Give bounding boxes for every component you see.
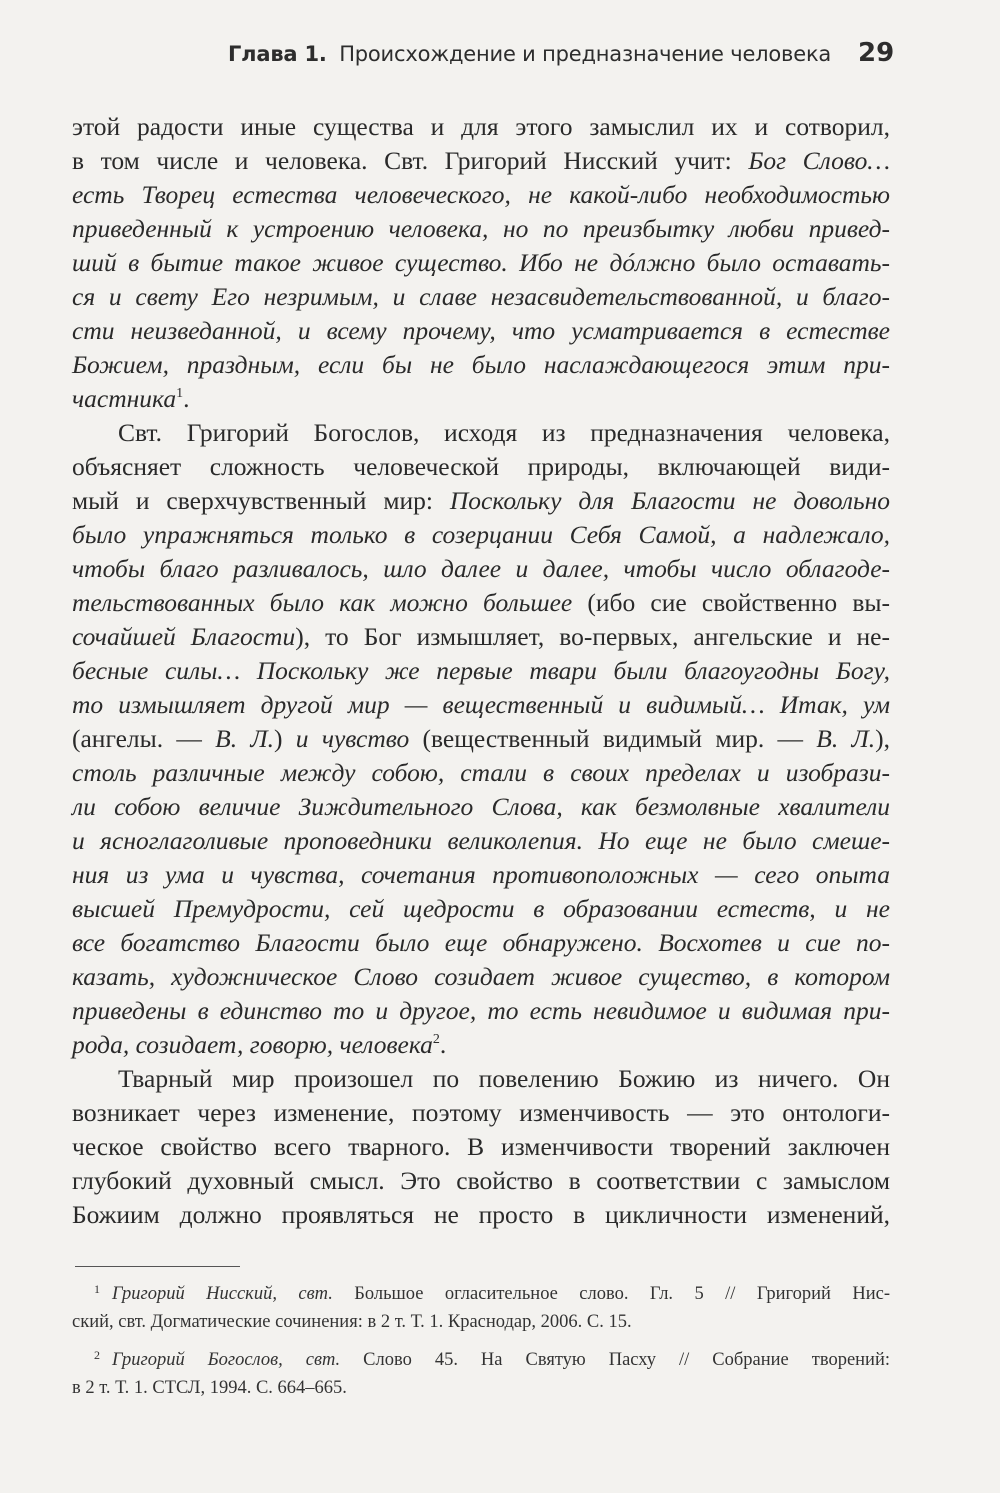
text-line: Божием, праздным, если бы не было наслаждающегося этим при- <box>72 350 890 379</box>
text-line: все богатство Благости было еще обнаружено. Восхотев и сие по- <box>72 928 890 957</box>
text-line: этой радости иные существа и для этого замыслил их и сотворил, <box>72 112 890 141</box>
page-number: 29 <box>858 38 895 68</box>
text-line: столь различные между собою, стали в своих пределах и изобрази- <box>72 758 890 787</box>
text-line: казать, художническое Слово созидает живое существо, в котором <box>72 962 890 991</box>
chapter-label: Глава 1. <box>228 42 327 66</box>
text-line: чтобы благо разливалось, шло далее и далее, чтобы число облагоде- <box>72 554 890 583</box>
text-line: Тварный мир произошел по повелению Божию из ничего. Он <box>118 1064 890 1093</box>
text-line: мый и сверхчувственный мир: Поскольку для Благости не довольно <box>72 486 890 515</box>
text-line: ся и свету Его незримым, и славе незасвидетельствованной, и благо- <box>72 282 890 311</box>
text-line: частника$^1$. <box>72 384 190 413</box>
text-line: и ясноглаголивые проповедники великолепия. Но еще не было смеше- <box>72 826 890 855</box>
text-line: ния из ума и чувства, сочетания противоположных — сего опыта <box>72 860 890 889</box>
text-line: (ангелы. — В. Л.) и чувство (вещественный видимый мир. — В. Л.), <box>72 724 891 753</box>
text-line: рода, созидает, говорю, человека$^2$. <box>72 1030 447 1059</box>
footnote-ref[interactable]: 1 <box>176 386 184 401</box>
text-line: Свт. Григорий Богослов, исходя из предназначения человека, <box>118 418 890 447</box>
footnote-1-cont: ский, свт. Догматические сочинения: в 2 т. Т. 1. Краснодар, 2006. С. 15. <box>72 1312 632 1332</box>
footnote-ref[interactable]: 2 <box>432 1032 440 1047</box>
text-line: глубокий духовный смысл. Это свойство в соответствии с замыслом <box>72 1166 890 1195</box>
running-title <box>228 42 831 66</box>
text-line: Божиим должно проявляться не просто в цикличности изменений, <box>72 1200 890 1229</box>
text-line: высшей Премудрости, сей щедрости в образовании естеств, и не <box>72 894 890 923</box>
text-line: объясняет сложность человеческой природы, включающей види- <box>72 452 890 481</box>
text-line: ший в бытие такое живое существо. Ибо не дóлжно было оставать- <box>72 248 890 277</box>
footnote-2: $^2$ Григорий Богослов, свт. Слово 45. На Святую Пасху // Собрание творений: <box>94 1348 890 1370</box>
text-line: ческое свойство всего тварного. В изменчивости творений заключен <box>72 1132 890 1161</box>
text-line: тельствованных было как можно большее (ибо сие свойственно вы- <box>72 588 890 617</box>
text-line: приведены в единство то и другое, то есть невидимое и видимая при- <box>72 996 890 1025</box>
running-head <box>0 38 1000 78</box>
text-line: ли собою величие Зиждительного Слова, как безмолвные хвалители <box>72 792 890 821</box>
text-line: возникает через изменение, поэтому изменчивость — это онтологи- <box>72 1098 890 1127</box>
text-line: то измышляет другой мир — вещественный и видимый… Итак, ум <box>72 690 890 719</box>
text-line: было упражняться только в созерцании Себя Самой, а надлежало, <box>72 520 890 549</box>
text-line: есть Творец естества человеческого, не какой-либо необходимостью <box>72 180 890 209</box>
text-line: бесные силы… Поскольку же первые твари были благоугодны Богу, <box>72 656 890 685</box>
text-line: сочайшей Благости), то Бог измышляет, во-первых, ангельские и не- <box>72 622 890 651</box>
chapter-title: Происхождение и предназначение человека <box>339 42 832 66</box>
footnote-2-cont: в 2 т. Т. 1. СТСЛ, 1994. С. 664–665. <box>72 1378 347 1398</box>
footnote-divider <box>75 1266 240 1267</box>
text-line: приведенный к устроению человека, но по преизбытку любви привед- <box>72 214 890 243</box>
text-line: в том числе и человека. Свт. Григорий Нисский учит: Бог Слово… <box>72 146 890 175</box>
text-line: сти неизведанной, и всему прочему, что усматривается в естестве <box>72 316 890 345</box>
footnote-1: $^1$ Григорий Нисский, свт. Большое огласительное слово. Гл. 5 // Григорий Нис- <box>94 1282 890 1304</box>
